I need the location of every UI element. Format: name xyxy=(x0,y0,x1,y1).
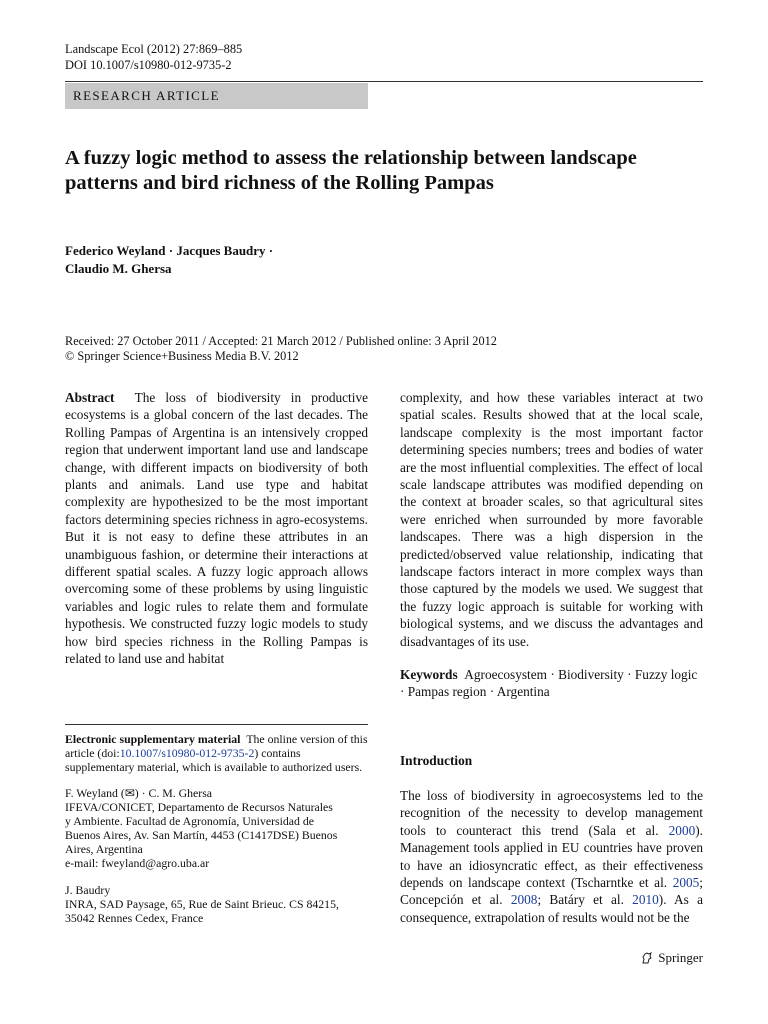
springer-horse-icon xyxy=(640,951,654,965)
publication-dates xyxy=(65,334,685,364)
supplementary-material-note xyxy=(65,732,368,774)
introduction-heading: Introduction xyxy=(400,753,473,768)
esm-text-before: The online version of this article (doi: xyxy=(65,732,368,760)
esm-doi-link[interactable]: 10.1007/s10980-012-9735-2 xyxy=(119,746,255,760)
citation-link[interactable]: 2000 xyxy=(668,822,696,838)
article-title: A fuzzy logic method to assess the relationship between landscape patterns and bird richness of the Rolling Pampas xyxy=(65,147,637,194)
article-type-banner: RESEARCH ARTICLE xyxy=(65,83,368,109)
abstract-right-column xyxy=(400,389,703,650)
author-line-1: Federico Weyland · Jacques Baudry · xyxy=(65,243,274,258)
citation-link[interactable]: 2010 xyxy=(632,892,659,908)
publisher-mark xyxy=(640,950,703,966)
abstract-label: Abstract xyxy=(65,390,115,405)
esm-label: Electronic supplementary material xyxy=(65,732,241,746)
publisher-name: Springer xyxy=(658,950,703,965)
affiliation-line: J. Baudry xyxy=(65,883,111,897)
author-line-2: Claudio M. Ghersa xyxy=(65,261,172,276)
copyright-line: © Springer Science+Business Media B.V. 2012 xyxy=(65,349,299,363)
abstract-text-left: The loss of biodiversity in productive ecosystems is a global concern of the last decades. The Rolling Pampas of Argentina is an intensively cropped region that underwent important land use and landscape change, with different impacts on biodiversity of both plants and animals. Land use type and habitat complexity are hypothesized to be the most important factors determining species richness in agro-ecosystems. But it is not easy to define these attributes in an unambiguous fashion, or determine their interactions at different spatial scales. A fuzzy logic approach allows overcoming some of these problems by using linguistic variables and logic rules to relate them and formulate hypothesis. We constructed fuzzy logic models to study how bird species richness in the Rolling Pampas is related to land use and habitat xyxy=(65,390,369,667)
intro-text: The loss of biodiversity in agroecosystems led to the recognition of the necessity to develop management tools to counteract this trend (Sala et al. xyxy=(400,788,703,838)
keywords-text: Agroecosystem · Biodiversity · Fuzzy logic · Pampas region · Argentina xyxy=(400,667,698,700)
intro-text: ). As a consequence, extrapolation of results would not be the xyxy=(400,892,704,925)
affiliation-line: Aires, Argentina xyxy=(65,842,143,856)
abstract-text-right: complexity, and how these variables interact at two spatial scales. Results showed that at the local scale, landscape complexity is the most important factor determining species numbers; trees and bodies of water are the most influential complexities. The effect of local scale landscape attributes was modified depending on the context at broader scales, so that agricultural sites were enriched when surrounded by more favorable landscapes. There was a high dispersion in the predicted/observed value relationship, indicating that landscape factors interact in more complex ways than those captured by the models we used. We suggest that the fuzzy logic approach is suitable for working with biological systems, and we discuss the advantages and disadvantages of its use. xyxy=(400,390,703,649)
introduction-text xyxy=(400,787,703,926)
affiliation-line: F. Weyland (✉) · C. M. Ghersa xyxy=(65,786,213,800)
esm-text-after: ) contains supplementary material, which is available to authorized users. xyxy=(65,746,363,774)
affiliation-line: 35042 Rennes Cedex, France xyxy=(65,911,204,925)
journal-citation: Landscape Ecol (2012) 27:869–885 xyxy=(65,42,243,56)
journal-header xyxy=(65,42,242,73)
author-list xyxy=(65,242,465,278)
affiliation-baudry xyxy=(65,883,368,925)
header-divider xyxy=(65,81,703,82)
intro-text: ; Concepción et al. xyxy=(400,875,703,908)
keywords-block xyxy=(400,666,703,701)
affiliation-line: y Ambiente. Facultad de Agronomía, Universidad de xyxy=(65,814,314,828)
affiliation-line: IFEVA/CONICET, Departamento de Recursos Naturales xyxy=(65,800,333,814)
citation-link[interactable]: 2008 xyxy=(510,892,538,908)
affiliation-line: INRA, SAD Paysage, 65, Rue de Saint Brieuc. CS 84215, xyxy=(65,897,339,911)
keywords-label: Keywords xyxy=(400,667,458,682)
citation-link[interactable]: 2005 xyxy=(672,875,700,891)
received-accepted-published: Received: 27 October 2011 / Accepted: 21 March 2012 / Published online: 3 April 2012 xyxy=(65,334,497,348)
affiliation-email[interactable]: e-mail: fweyland@agro.uba.ar xyxy=(65,856,210,870)
abstract-left-column xyxy=(65,389,368,668)
affiliation-line: Buenos Aires, Av. San Martín, 4453 (C1417DSE) Buenos xyxy=(65,828,338,842)
footnote-divider xyxy=(65,724,368,725)
intro-text: ; Batáry et al. xyxy=(537,892,633,908)
doi: DOI 10.1007/s10980-012-9735-2 xyxy=(65,57,232,72)
intro-text: ). Management tools applied in EU countries have proven to have an idiosyncratic effect, as their effectiveness depends on landscape context (Tscharntke et al. xyxy=(400,822,703,891)
affiliation-weyland-ghersa xyxy=(65,786,368,870)
